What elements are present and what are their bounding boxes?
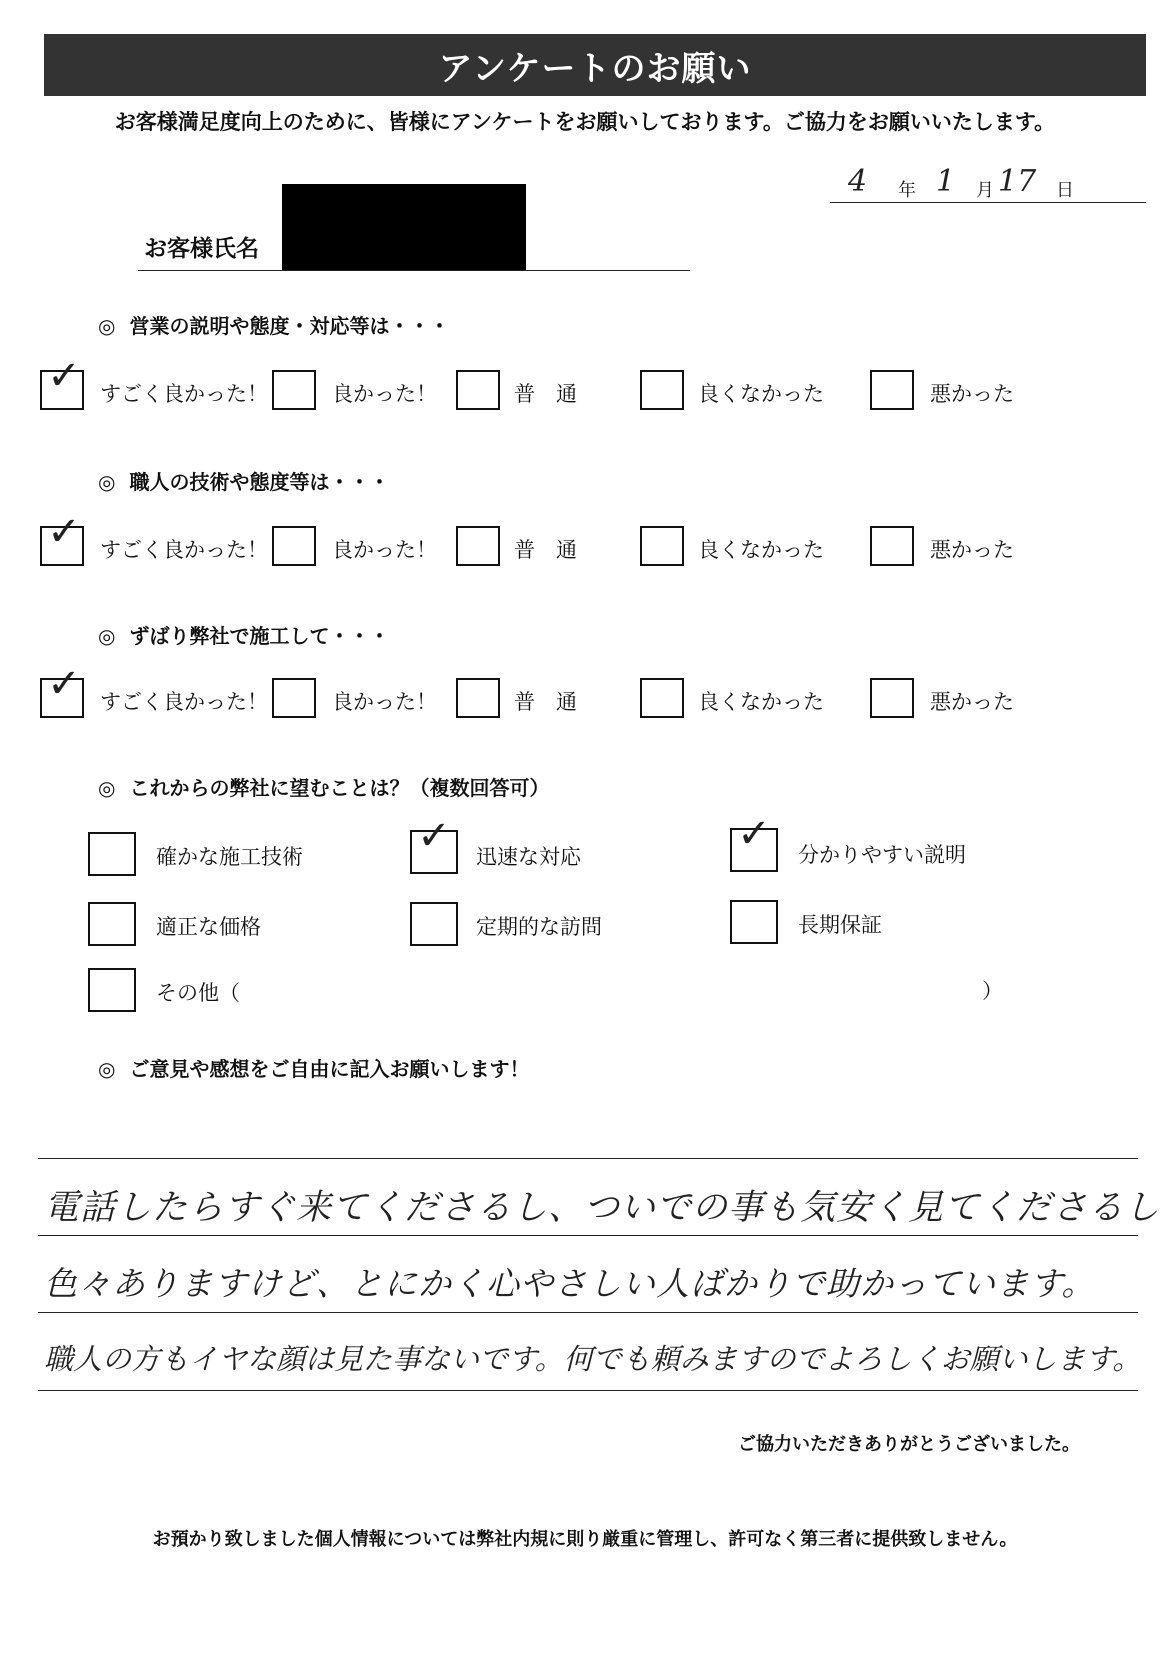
wish-option-6-label: 長期保証 [798,913,882,937]
redacted-name [282,184,526,270]
wish-option-5-label: 定期的な訪問 [476,915,602,939]
q2-option-4-checkbox[interactable] [640,526,684,566]
date-month: 1 [936,164,956,199]
q1-option-4-label: 良くなかった [698,382,824,406]
wish-other-checkbox[interactable] [88,968,136,1012]
check-icon: ✓ [47,353,81,399]
q1-option-3-label: 普 通 [514,382,577,406]
q3-option-3-label: 普 通 [514,690,577,714]
q1-option-5-label: 悪かった [930,382,1014,406]
intro-text: お客様満足度向上のために、皆様にアンケートをお願いしております。ご協力をお願いいたします。 [114,110,1056,134]
privacy-notice: お預かり致しました個人情報については弊社内規に則り厳重に管理し、許可なく第三者に提供致しません。 [152,1529,1018,1550]
q2-option-3-checkbox[interactable] [456,526,500,566]
q3-option-5-label: 悪かった [930,690,1014,714]
bullet-icon: ◎ [98,470,116,494]
comment-ruled-line [38,1312,1138,1313]
wish-option-5-checkbox[interactable] [410,902,458,946]
q2-option-5-checkbox[interactable] [870,526,914,566]
date-year-unit: 年 [898,180,916,201]
wish-other-close-paren: ） [982,979,1003,1003]
q1-option-2-checkbox[interactable] [272,370,316,410]
comment-ruled-line [38,1158,1138,1159]
q1-option-4-checkbox[interactable] [640,370,684,410]
wish-option-1-label: 確かな施工技術 [156,845,303,869]
form-title: アンケートのお願い [44,34,1146,96]
date-year: 4 [848,164,868,199]
q2-option-2-label: 良かった！ [332,538,437,562]
q3-option-1-label: すごく良かった！ [100,690,268,714]
comments-title: ◎ ご意見や感想をご自由に記入お願いします！ [98,1057,530,1081]
check-icon: ✓ [417,813,451,859]
wish-option-1-checkbox[interactable] [88,832,136,876]
q2-option-1-label: すごく良かった！ [100,538,268,562]
q3-option-4-checkbox[interactable] [640,678,684,718]
thanks-text: ご協力いただきありがとうございました。 [738,1434,1080,1455]
q1-option-1-checkbox[interactable] [40,353,84,410]
wish-option-3-label: 分かりやすい説明 [798,843,966,867]
comment-line-2: 色々ありますけど、とにかく心やさしい人ばかりで助かっています。 [44,1264,1096,1303]
question-1-title: ◎ 営業の説明や態度・対応等は・・・ [98,314,450,338]
wishes-title: ◎ これからの弊社に望むことは？（複数回答可） [98,776,550,800]
q2-option-5-label: 悪かった [930,538,1014,562]
date-day-unit: 日 [1056,180,1074,201]
customer-name-field[interactable] [138,210,690,271]
wish-option-4-label: 適正な価格 [156,915,261,939]
q3-option-1-checkbox[interactable] [40,661,84,718]
date-field[interactable] [830,166,1146,203]
customer-name-label: お客様氏名 [144,236,259,262]
q1-option-3-checkbox[interactable] [456,370,500,410]
wish-option-6-checkbox[interactable] [730,900,778,944]
q1-option-2-label: 良かった！ [332,382,437,406]
q2-option-2-checkbox[interactable] [272,526,316,566]
q1-option-1-label: すごく良かった！ [100,382,268,406]
question-3-title: ◎ ずばり弊社で施工して・・・ [98,624,390,648]
q2-option-3-label: 普 通 [514,538,577,562]
wish-option-2-label: 迅速な対応 [476,845,581,869]
comment-ruled-line [38,1235,1138,1236]
check-icon: ✓ [737,811,771,857]
q3-option-2-label: 良かった！ [332,690,437,714]
q3-option-4-label: 良くなかった [698,690,824,714]
q2-option-1-checkbox[interactable] [40,509,84,566]
q3-option-5-checkbox[interactable] [870,678,914,718]
date-day: 17 [998,164,1037,199]
wish-option-2-checkbox[interactable] [410,813,458,874]
wish-option-3-checkbox[interactable] [730,811,778,872]
q1-option-5-checkbox[interactable] [870,370,914,410]
bullet-icon: ◎ [98,776,116,800]
bullet-icon: ◎ [98,314,116,338]
date-month-unit: 月 [976,180,994,201]
question-2-title: ◎ 職人の技術や態度等は・・・ [98,470,390,494]
q3-option-2-checkbox[interactable] [272,678,316,718]
q3-option-3-checkbox[interactable] [456,678,500,718]
bullet-icon: ◎ [98,1057,116,1081]
check-icon: ✓ [47,661,81,707]
wish-option-4-checkbox[interactable] [88,902,136,946]
comment-line-1: 電話したらすぐ来てくださるし、ついでの事も気安く見てくださるし [44,1188,1161,1228]
comment-ruled-line [38,1390,1138,1391]
wish-other-label: その他（ [156,981,240,1005]
comment-line-3: 職人の方もイヤな顔は見た事ないです。何でも頼みますのでよろしくお願いします。 [44,1342,1142,1376]
q2-option-4-label: 良くなかった [698,538,824,562]
bullet-icon: ◎ [98,624,116,648]
check-icon: ✓ [47,509,81,555]
